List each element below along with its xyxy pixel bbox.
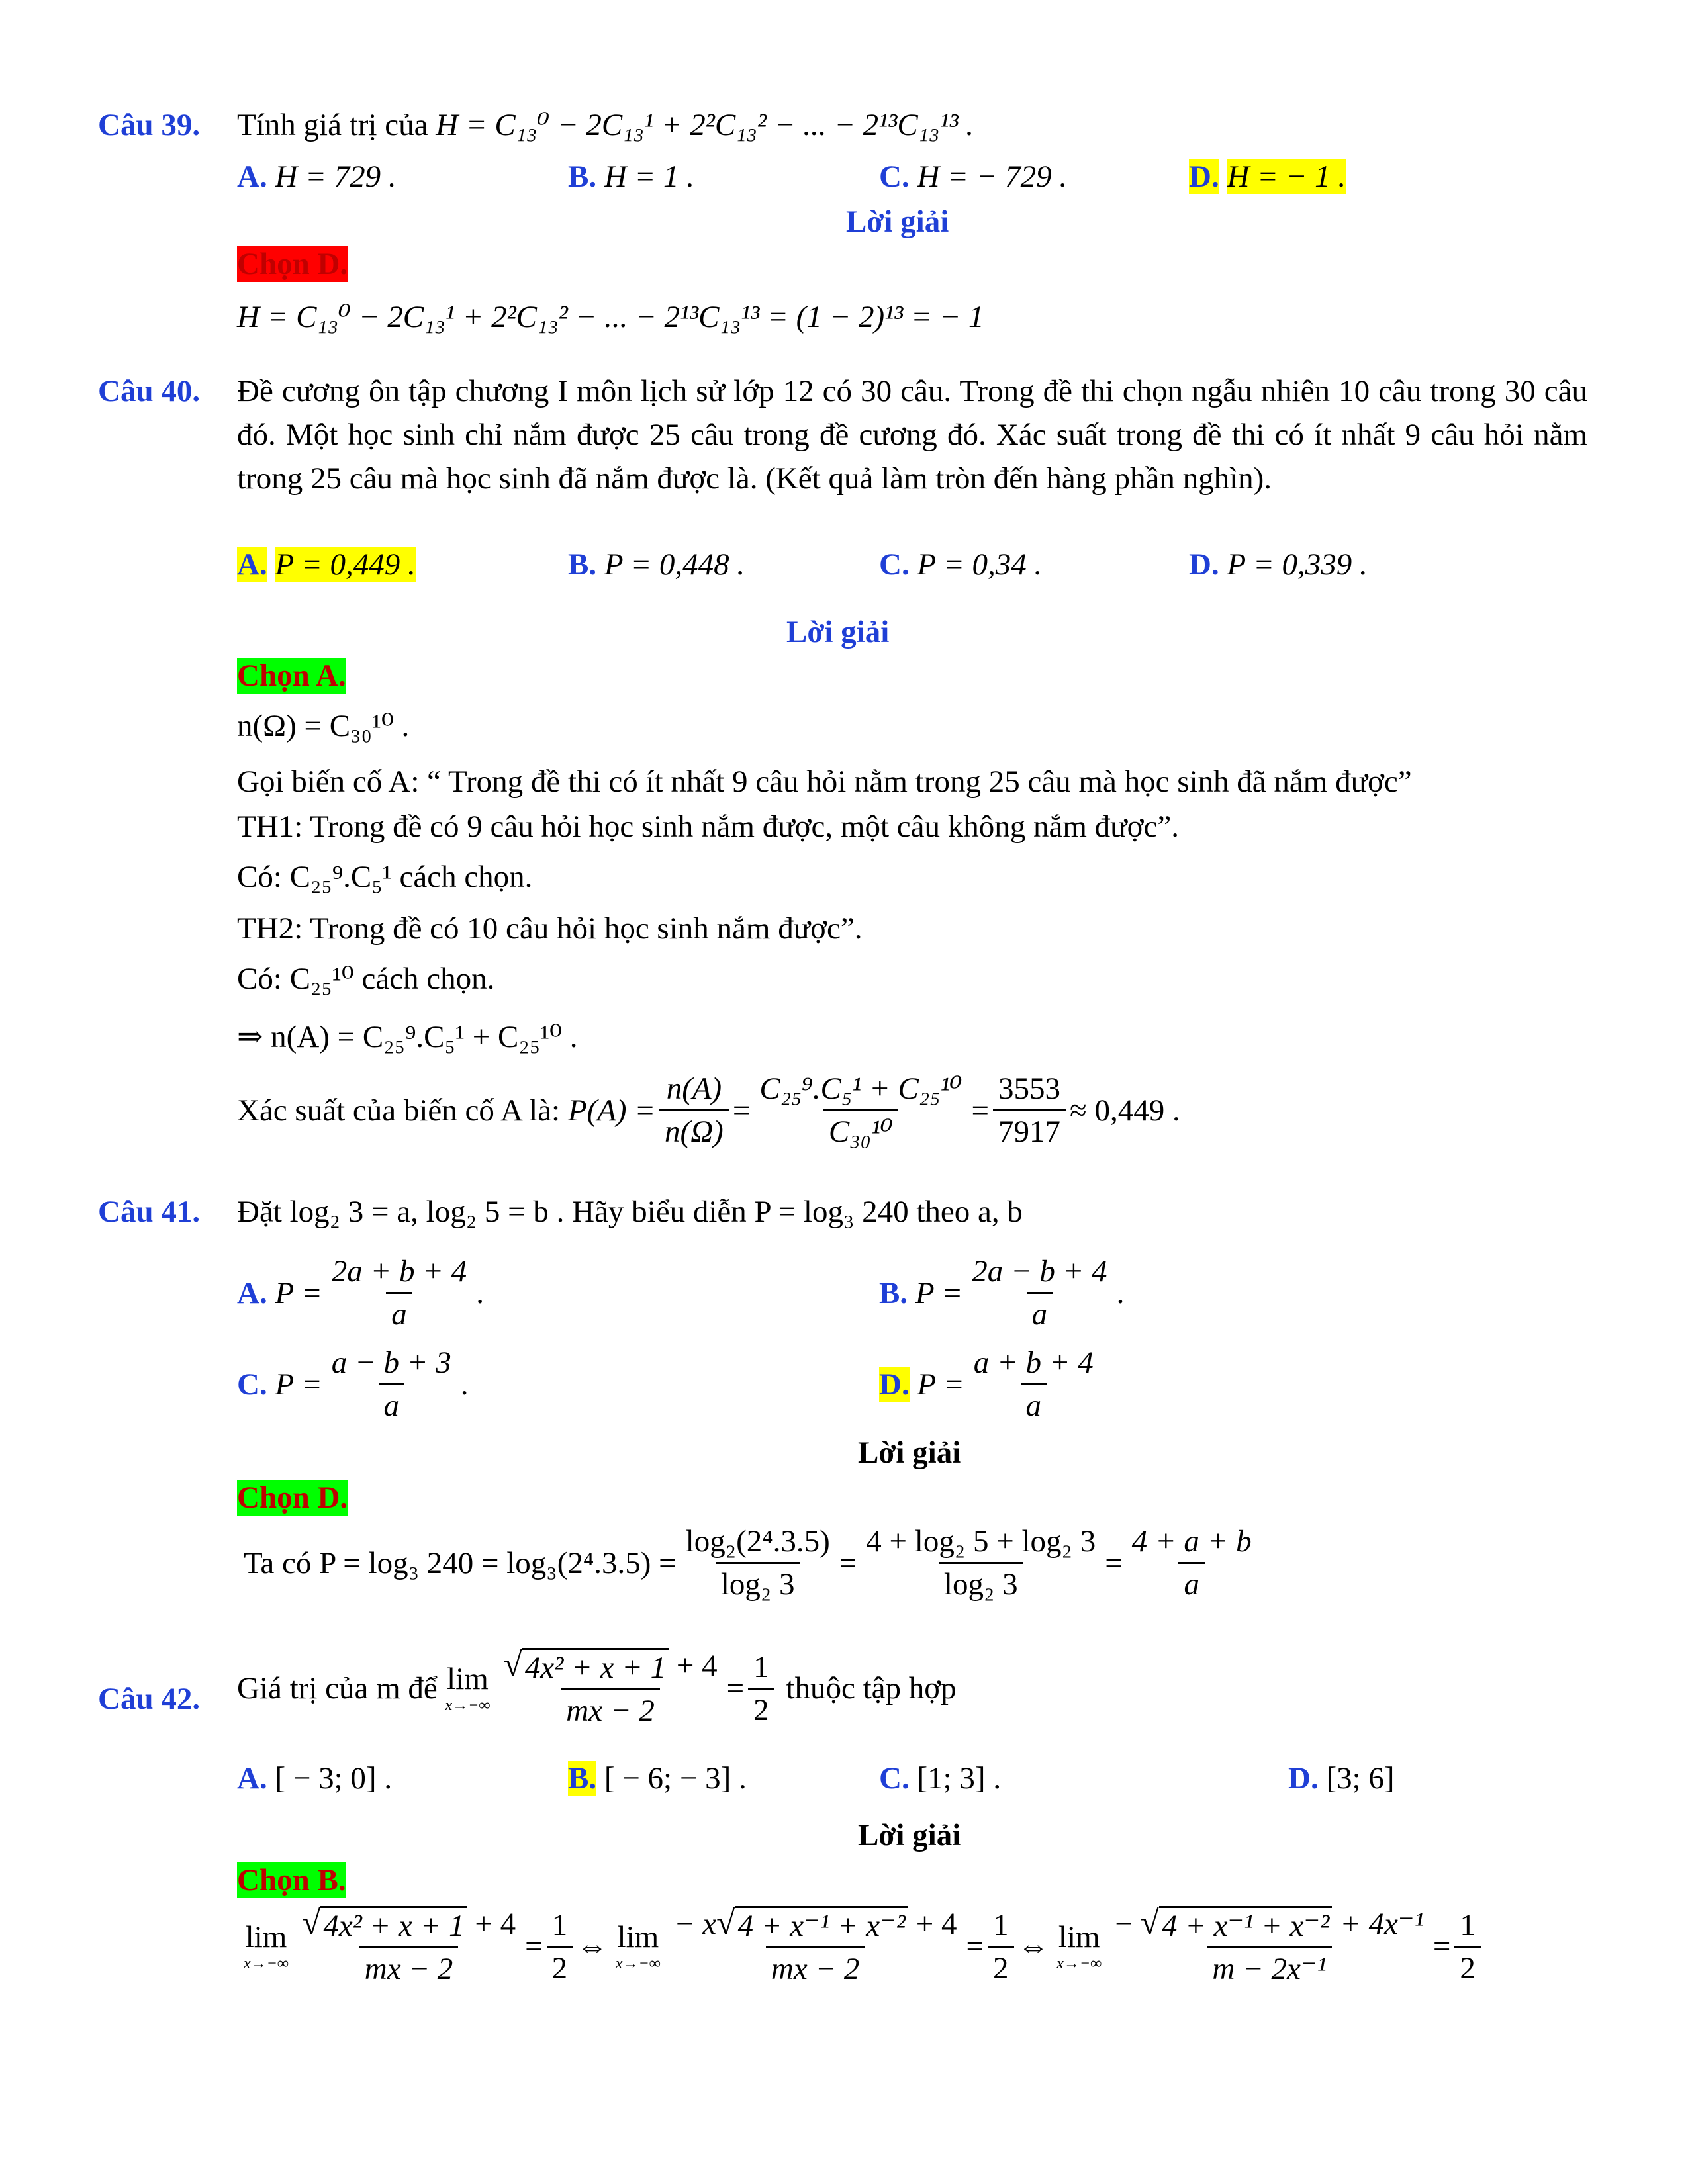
option-fraction [326, 1253, 472, 1332]
sol-f2-den: log₂ 3 [939, 1562, 1023, 1602]
q40-option-d[interactable] [1189, 547, 1368, 582]
q41-option-d[interactable] [879, 1345, 1103, 1424]
half-den: 2 [748, 1688, 774, 1728]
option-text: H = − 1 . [1227, 159, 1346, 194]
prob-fraction-2 [754, 1071, 967, 1150]
q42-option-a[interactable] [237, 1760, 392, 1796]
sol-f1-den: log₂ 3 [716, 1562, 800, 1602]
option-fraction [326, 1345, 457, 1424]
stem-fraction: √ 4x² + x + 1 + 4 mx − 2 [503, 1646, 718, 1729]
prob-prefix: Xác suất của biến cố A là: [237, 1093, 561, 1128]
q42-option-c[interactable] [879, 1760, 1001, 1796]
option-den: a [1027, 1292, 1053, 1332]
option-text: [ − 3; 0] . [275, 1761, 393, 1796]
option-text: H = 729 . [275, 159, 397, 194]
q39-option-c[interactable] [879, 159, 1067, 195]
option-letter: A. [237, 547, 267, 582]
sol-f3-den: a [1178, 1562, 1205, 1602]
q40-line-4: Có: C₂₅⁹.C₅¹ cách chọn. [237, 860, 533, 894]
option-text: P = 0,449 . [275, 547, 416, 582]
prob-fraction-1 [659, 1071, 729, 1150]
prob-f2-num: C₂₅⁹.C₅¹ + C₂₅¹⁰ [759, 1071, 962, 1106]
prob-lhs: P(A) = [567, 1093, 656, 1128]
q42-label: Câu 42. [98, 1682, 201, 1716]
option-num: 2a − b + 4 [972, 1254, 1107, 1289]
stem-pre: Giá trị của m để [237, 1671, 438, 1706]
q42-option-d[interactable] [1288, 1760, 1395, 1796]
s1-tail: + 4 [475, 1907, 516, 1941]
half-fraction [748, 1649, 774, 1728]
lim-sub: x→−∞ [1056, 1955, 1102, 1973]
half-num: 1 [1460, 1907, 1476, 1942]
q40-option-a[interactable] [237, 547, 416, 582]
half-num: 1 [753, 1649, 769, 1684]
prob-f3-den: 7917 [993, 1109, 1066, 1150]
lim-word: lim [447, 1662, 489, 1697]
stem-radicand: 4x² + x + 1 [522, 1648, 669, 1686]
q40-line-5: TH2: Trong đề có 10 câu hỏi học sinh nắm được”. [237, 911, 863, 946]
sol-fraction-2 [861, 1524, 1101, 1602]
option-fraction [968, 1345, 1099, 1424]
half-den: 2 [1454, 1946, 1481, 1986]
q39-option-a[interactable] [237, 159, 397, 195]
limit [1056, 1919, 1102, 1974]
q40-line-7: ⇒ n(A) = C₂₅⁹.C₅¹ + C₂₅¹⁰ . [237, 1020, 578, 1054]
prob-f2-den: C₃₀¹⁰ [823, 1109, 898, 1150]
option-letter: B. [568, 547, 597, 582]
equiv: ⇔ [1017, 1929, 1049, 1964]
sol-fraction-1 [680, 1524, 835, 1602]
option-fraction [966, 1253, 1112, 1332]
option-letter: C. [879, 1761, 910, 1796]
q40-label: Câu 40. [98, 374, 201, 408]
option-letter: C. [237, 1367, 267, 1402]
limit [616, 1919, 661, 1974]
prob-fraction-3 [993, 1071, 1066, 1150]
option-letter: A. [237, 1761, 267, 1796]
option-text: [ − 6; − 3] . [604, 1761, 747, 1796]
half-den: 2 [547, 1946, 573, 1986]
option-text: H = 1 . [604, 159, 695, 194]
q40-solution-title: Lời giải [786, 615, 890, 649]
q39-stem-text: Tính giá trị của [237, 108, 428, 142]
q39-solution-title: Lời giải [846, 205, 949, 239]
half-fraction [1454, 1907, 1481, 1986]
q40-option-b[interactable] [568, 547, 745, 582]
sol-f2-num: 4 + log₂ 5 + log₂ 3 [866, 1524, 1096, 1559]
q40-line-2: Gọi biến cố A: “ Trong đề thi có ít nhất 9 câu hỏi nằm trong 25 câu mà học sinh đã nắm được” [237, 764, 1412, 799]
lim-sub: x→−∞ [244, 1955, 289, 1973]
q40-line-6: Có: C₂₅¹⁰ cách chọn. [237, 962, 495, 996]
q39-option-b[interactable] [568, 159, 694, 195]
q39-formula: H = C₁₃⁰ − 2C₁₃¹ + 2²C₁₃² − ... − 2¹³C₁₃¹³ . [436, 108, 974, 142]
s3-radicand: 4 + x⁻¹ + x⁻² [1159, 1906, 1332, 1944]
limit [244, 1919, 289, 1974]
s1-radicand: 4x² + x + 1 [320, 1906, 467, 1944]
option-text: P = 0,448 . [604, 547, 745, 582]
option-lhs: P = [275, 1275, 322, 1310]
prob-f1-num: n(A) [666, 1071, 722, 1106]
q41-option-a[interactable]: A. P = $\frac{2a + b + 4}{a}$ . [237, 1254, 484, 1332]
option-letter: D. [1189, 159, 1219, 194]
sol-f1-num: log₂(2⁴.3.5) [685, 1524, 830, 1559]
q41-stem: Đặt log₂ 3 = a, log₂ 5 = b . Hãy biểu diễn P = log₃ 240 theo a, b [237, 1195, 1023, 1229]
option-letter: D. [1288, 1761, 1319, 1796]
s2-pre: − x [673, 1907, 717, 1941]
lim-word: lim [245, 1920, 287, 1955]
option-letter: C. [879, 547, 910, 582]
option-den: a [1021, 1383, 1047, 1424]
q39-choice: Chọn D. [237, 247, 348, 281]
q40-line-1: n(Ω) = C₃₀¹⁰ . [237, 709, 410, 743]
half-fraction [547, 1907, 573, 1986]
option-letter: B. [568, 1761, 597, 1796]
option-text: P = 0,34 . [917, 547, 1043, 582]
option-num: a − b + 3 [331, 1345, 451, 1380]
q41-label: Câu 41. [98, 1195, 201, 1229]
s2-den: mx − 2 [766, 1946, 865, 1987]
option-letter: A. [237, 159, 267, 194]
s3-den: m − 2x⁻¹ [1207, 1946, 1331, 1987]
s1-den: mx − 2 [359, 1946, 459, 1987]
q39-stem [237, 107, 974, 143]
stem-post: thuộc tập hợp [786, 1671, 957, 1706]
sol-fraction-3: − √ 4 + x⁻¹ + x⁻² + 4x⁻¹ m − 2x⁻¹ [1115, 1904, 1424, 1987]
q39-option-d[interactable] [1189, 159, 1346, 195]
option-num: a + b + 4 [973, 1345, 1094, 1380]
stem-den: mx − 2 [561, 1688, 660, 1729]
prob-f3-num: 3553 [998, 1071, 1060, 1106]
lim-sub: x→−∞ [615, 1955, 661, 1973]
option-den: a [379, 1383, 405, 1424]
s2-radicand: 4 + x⁻¹ + x⁻² [735, 1906, 908, 1944]
half-den: 2 [988, 1946, 1014, 1986]
lim-word: lim [617, 1920, 659, 1955]
half-num: 1 [993, 1907, 1009, 1942]
half-num: 1 [551, 1907, 568, 1942]
option-num: 2a + b + 4 [331, 1254, 467, 1289]
option-letter: C. [879, 159, 910, 194]
q41-solution-title: Lời giải [858, 1435, 961, 1470]
lim-word: lim [1058, 1920, 1100, 1955]
sol-f3-num: 4 + a + b [1131, 1524, 1252, 1559]
q40-probability: Xác suất của biến cố A là: P(A) = $\frac{n(A)}{n(\Omega)}$ = $\frac{\text{C₂₅⁹.C₅¹ + C₂₅¹⁰}}{\text{C₃₀¹⁰}}$ = $\frac{3553}{7917}$ ≈ 0,449 . [237, 1071, 1180, 1150]
option-text: [1; 3] . [917, 1761, 1002, 1796]
option-lhs: P = [275, 1367, 322, 1402]
option-letter: B. [879, 1275, 908, 1310]
q40-stem: Đề cương ôn tập chương I môn lịch sử lớp 12 có 30 câu. Trong đề thi chọn ngẫu nhiên 10 câu trong 30 câu đó. Một học sinh chỉ nắm được 25 câu trong đề cương đó. Xác suất trong đề thi có ít nhất 9 câu hỏi nằm trong 25 câu mà học sinh đã nắm được là. (Kết quả làm tròn đến hàng phần nghìn). [237, 374, 1587, 496]
q41-choice: Chọn D. [237, 1480, 348, 1515]
option-letter: D. [879, 1367, 910, 1402]
option-lhs: P = [915, 1275, 963, 1310]
option-text: [3; 6] [1326, 1761, 1395, 1796]
q39-solution: H = C₁₃⁰ − 2C₁₃¹ + 2²C₁₃² − ... − 2¹³C₁₃¹³ = (1 − 2)¹³ = − 1 [237, 300, 984, 334]
option-lhs: P = [917, 1367, 964, 1402]
q42-stem: Giá trị của m để lim x→−∞ √ 4x² + x + 1 + 4 mx − 2 = $\frac{1}{2}$ thuộc tập hợp [237, 1646, 957, 1729]
s3-tail: + 4x⁻¹ [1340, 1907, 1424, 1941]
sol-fraction-1: √ 4x² + x + 1 + 4 mx − 2 [301, 1904, 516, 1987]
equiv: ⇔ [577, 1929, 608, 1964]
q41-solution: Ta có P = log₃ 240 = log₃(2⁴.3.5) = $\frac{\text{log₂(2⁴.3.5)}}{\text{log₂ 3}}$ = $\frac{\text{4 + log₂ 5 + log₂ 3}}{\text{log₂ 3}}$ = $\frac{4 + a + b}{a}$ [244, 1524, 1261, 1602]
sol-fraction-3 [1127, 1524, 1257, 1602]
option-letter: A. [237, 1275, 267, 1310]
half-fraction [988, 1907, 1014, 1986]
stem-num-tail: + 4 [676, 1649, 718, 1683]
prob-result: ≈ 0,449 . [1069, 1093, 1180, 1128]
q42-choice: Chọn B. [237, 1863, 346, 1897]
q40-choice: Chọn A. [237, 659, 346, 693]
option-letter: B. [568, 159, 597, 194]
s3-pre: − [1115, 1907, 1133, 1941]
lim-sub: x→−∞ [445, 1697, 491, 1715]
q40-option-c[interactable] [879, 547, 1042, 582]
limit [445, 1661, 491, 1715]
option-letter: D. [1189, 547, 1219, 582]
sol-prefix: Ta có P = log₃ 240 = log₃(2⁴.3.5) = [244, 1545, 677, 1580]
prob-f1-den: n(Ω) [659, 1109, 729, 1150]
sol-fraction-2: − x √ 4 + x⁻¹ + x⁻² + 4 mx − 2 [673, 1904, 957, 1987]
s2-tail: + 4 [915, 1907, 957, 1941]
option-text: P = 0,339 . [1227, 547, 1368, 582]
q42-option-b[interactable] [568, 1760, 747, 1796]
q39-label: Câu 39. [98, 108, 201, 142]
q42-solution: lim x→−∞ √ 4x² + x + 1 + 4 mx − 2 = $\frac{1}{2}$ ⇔ lim x→−∞ − x √ 4 + x⁻¹ + x⁻² + 4 mx − 2 = $\frac{1}{2}$ ⇔ lim x→−∞ − √ 4 + x⁻¹ + x⁻² + 4x⁻¹ m − 2x⁻¹ = $\frac{1}{2}$ [244, 1906, 1485, 1987]
q41-option-c[interactable]: C. P = $\frac{a - b + 3}{a}$ . [237, 1345, 469, 1424]
q40-line-3: TH1: Trong đề có 9 câu hỏi học sinh nắm được, một câu không nắm được”. [237, 809, 1179, 844]
q41-option-b[interactable]: B. P = $\frac{2a - b + 4}{a}$ . [879, 1254, 1125, 1332]
option-den: a [386, 1292, 412, 1332]
option-text: H = − 729 . [917, 159, 1068, 194]
q42-solution-title: Lời giải [858, 1818, 961, 1852]
